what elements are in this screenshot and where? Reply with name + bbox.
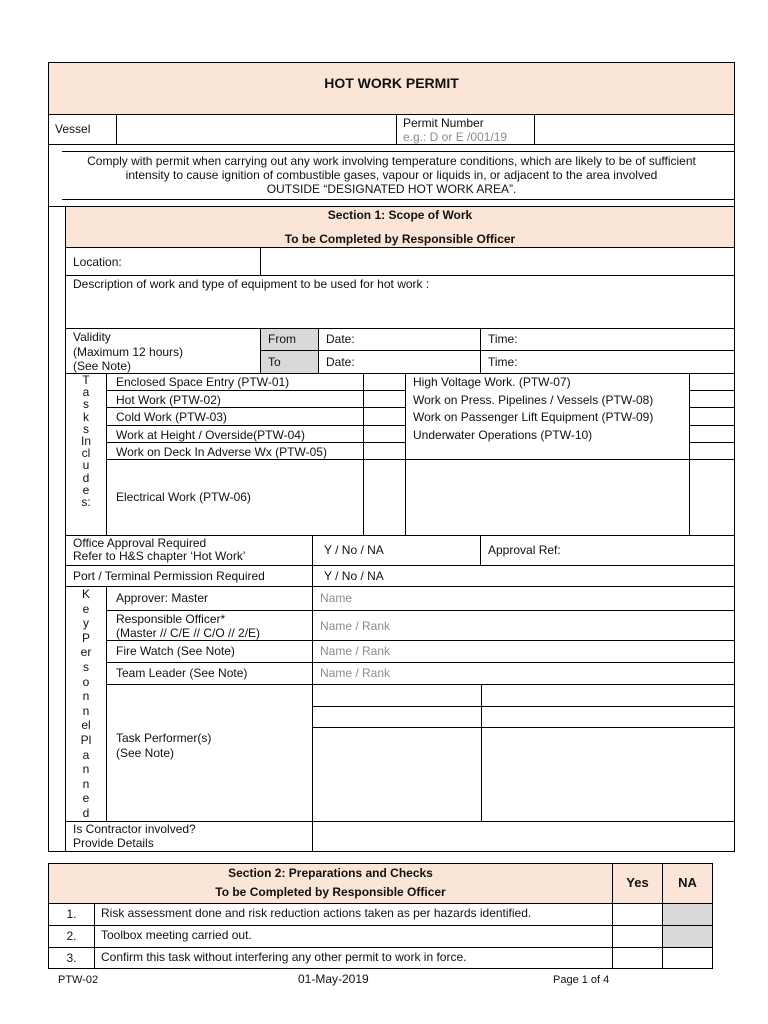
fire-watch-label: Fire Watch (See Note)	[116, 644, 235, 658]
checkbox-ptw-06[interactable]	[364, 460, 405, 535]
page-title: HOT WORK PERMIT	[324, 75, 459, 91]
task-ptw-10: Underwater Operations (PTW-10)	[413, 428, 593, 442]
footer-form-code: PTW-02	[58, 974, 99, 986]
item-2-text: Toolbox meeting carried out.	[101, 928, 252, 942]
task-performer-field-5[interactable]	[313, 728, 481, 821]
to-label: To	[268, 355, 281, 369]
description-label: Description of work and type of equipment to be used for hot work :	[73, 277, 430, 291]
approval-ref-label: Approval Ref:	[488, 543, 561, 557]
team-leader-field[interactable]: Name / Rank	[320, 666, 391, 680]
yes-column-header: Yes	[626, 875, 649, 890]
notice-line-2: intensity to cause ignition of combustible gases, vapour or liquids in, or adjacent to the area involved	[125, 168, 658, 182]
team-leader-label: Team Leader (See Note)	[116, 666, 248, 680]
permit-number-field[interactable]	[535, 115, 734, 144]
notice-line-3: OUTSIDE “DESIGNATED HOT WORK AREA”.	[266, 182, 517, 196]
permit-number-hint: e.g.: D or E /001/19	[403, 130, 508, 144]
item-2-number: 2.	[66, 929, 77, 943]
validity-note: (See Note)	[73, 359, 132, 373]
contractor-label: Is Contractor involved?	[73, 822, 196, 836]
task-performer-field-2[interactable]	[482, 685, 734, 706]
item-1-text: Risk assessment done and risk reduction actions taken as per hazards identified.	[101, 906, 532, 920]
from-time-label: Time:	[488, 332, 518, 346]
section2-subtitle: To be Completed by Responsible Officer	[215, 885, 446, 899]
to-time-label: Time:	[488, 355, 518, 369]
task-ptw-09: Work on Passenger Lift Equipment (PTW-09)	[413, 410, 654, 424]
task-ptw-04: Work at Height / Overside(PTW-04)	[116, 428, 305, 442]
approver-name-field[interactable]: Name	[320, 591, 353, 605]
checkbox-ptw-04[interactable]	[364, 426, 405, 442]
task-performer-note: (See Note)	[116, 746, 175, 760]
section1-title: Section 1: Scope of Work	[327, 208, 473, 222]
vessel-label: Vessel	[55, 122, 91, 136]
office-approval-label: Office Approval Required	[73, 536, 207, 550]
task-ptw-07: High Voltage Work. (PTW-07)	[413, 375, 571, 389]
checkbox-ptw-02[interactable]	[364, 391, 405, 407]
footer-page-number: Page 1 of 4	[553, 974, 610, 986]
personnel-vertical-label: K e y P er s o n n el Pl a n n e d	[80, 587, 92, 820]
task-performer-field-3[interactable]	[313, 707, 481, 727]
item-2-na-checkbox[interactable]	[663, 926, 712, 947]
item-3-na-checkbox[interactable]	[663, 948, 712, 969]
checkbox-ptw-07[interactable]	[690, 374, 734, 390]
from-label: From	[268, 332, 296, 346]
item-1-number: 1.	[66, 907, 77, 921]
to-date-label: Date:	[326, 355, 355, 369]
na-column-header: NA	[678, 875, 697, 890]
task-performer-field-4[interactable]	[482, 707, 734, 727]
validity-max: (Maximum 12 hours)	[73, 345, 184, 359]
tasks-vertical-label: T a s k s In cl u d e s:	[80, 373, 91, 510]
section2-title: Section 2: Preparations and Checks	[228, 866, 433, 880]
validity-label: Validity	[73, 330, 111, 344]
item-3-yes-checkbox[interactable]	[613, 948, 662, 969]
contractor-details-label: Provide Details	[73, 836, 154, 850]
task-ptw-01: Enclosed Space Entry (PTW-01)	[116, 375, 290, 389]
task-performer-field-1[interactable]	[313, 685, 481, 706]
checkbox-ptw-03[interactable]	[364, 408, 405, 425]
section1-subtitle: To be Completed by Responsible Officer	[284, 232, 516, 246]
task-ptw-06: Electrical Work (PTW-06)	[116, 490, 251, 504]
office-approval-ref: Refer to H&S chapter ‘Hot Work’	[73, 549, 246, 563]
task-ptw-05: Work on Deck In Adverse Wx (PTW-05)	[116, 445, 327, 459]
task-ptw-02: Hot Work (PTW-02)	[116, 393, 221, 407]
responsible-officer-label: Responsible Officer*	[116, 612, 226, 626]
responsible-officer-ranks: (Master // C/E // C/O // 2/E)	[116, 626, 261, 640]
notice-line-1: Comply with permit when carrying out any work involving temperature conditions, which are likely to be of sufficient	[87, 154, 696, 168]
task-ptw-03: Cold Work (PTW-03)	[116, 410, 227, 424]
checkbox-ptw-09[interactable]	[690, 408, 734, 425]
item-3-text: Confirm this task without interfering any other permit to work in force.	[101, 950, 467, 964]
location-label: Location:	[73, 255, 122, 269]
task-performer-label: Task Performer(s)	[116, 731, 212, 745]
vessel-field[interactable]	[117, 115, 396, 144]
item-3-number: 3.	[66, 951, 77, 965]
checkbox-ptw-10[interactable]	[690, 426, 734, 442]
footer-date: 01-May-2019	[298, 972, 369, 986]
item-2-yes-checkbox[interactable]	[613, 926, 662, 947]
contractor-details-field[interactable]	[313, 822, 734, 851]
location-field[interactable]	[261, 248, 734, 275]
fire-watch-field[interactable]: Name / Rank	[320, 644, 391, 658]
office-approval-yn[interactable]: Y / No / NA	[324, 543, 384, 557]
permit-number-label: Permit Number	[403, 116, 484, 130]
checkbox-ptw-08[interactable]	[690, 391, 734, 407]
description-field[interactable]	[66, 292, 734, 328]
port-permission-label: Port / Terminal Permission Required	[73, 569, 265, 583]
approver-label: Approver: Master	[116, 591, 209, 605]
item-1-yes-checkbox[interactable]	[613, 904, 662, 925]
task-performer-field-6[interactable]	[482, 728, 734, 821]
port-permission-yn[interactable]: Y / No / NA	[324, 569, 384, 583]
task-ptw-08: Work on Press. Pipelines / Vessels (PTW-08)	[413, 393, 654, 407]
from-date-label: Date:	[326, 332, 355, 346]
item-1-na-checkbox[interactable]	[663, 904, 712, 925]
checkbox-ptw-01[interactable]	[364, 374, 405, 390]
checkbox-ptw-05[interactable]	[364, 443, 405, 459]
responsible-officer-field[interactable]: Name / Rank	[320, 619, 391, 633]
